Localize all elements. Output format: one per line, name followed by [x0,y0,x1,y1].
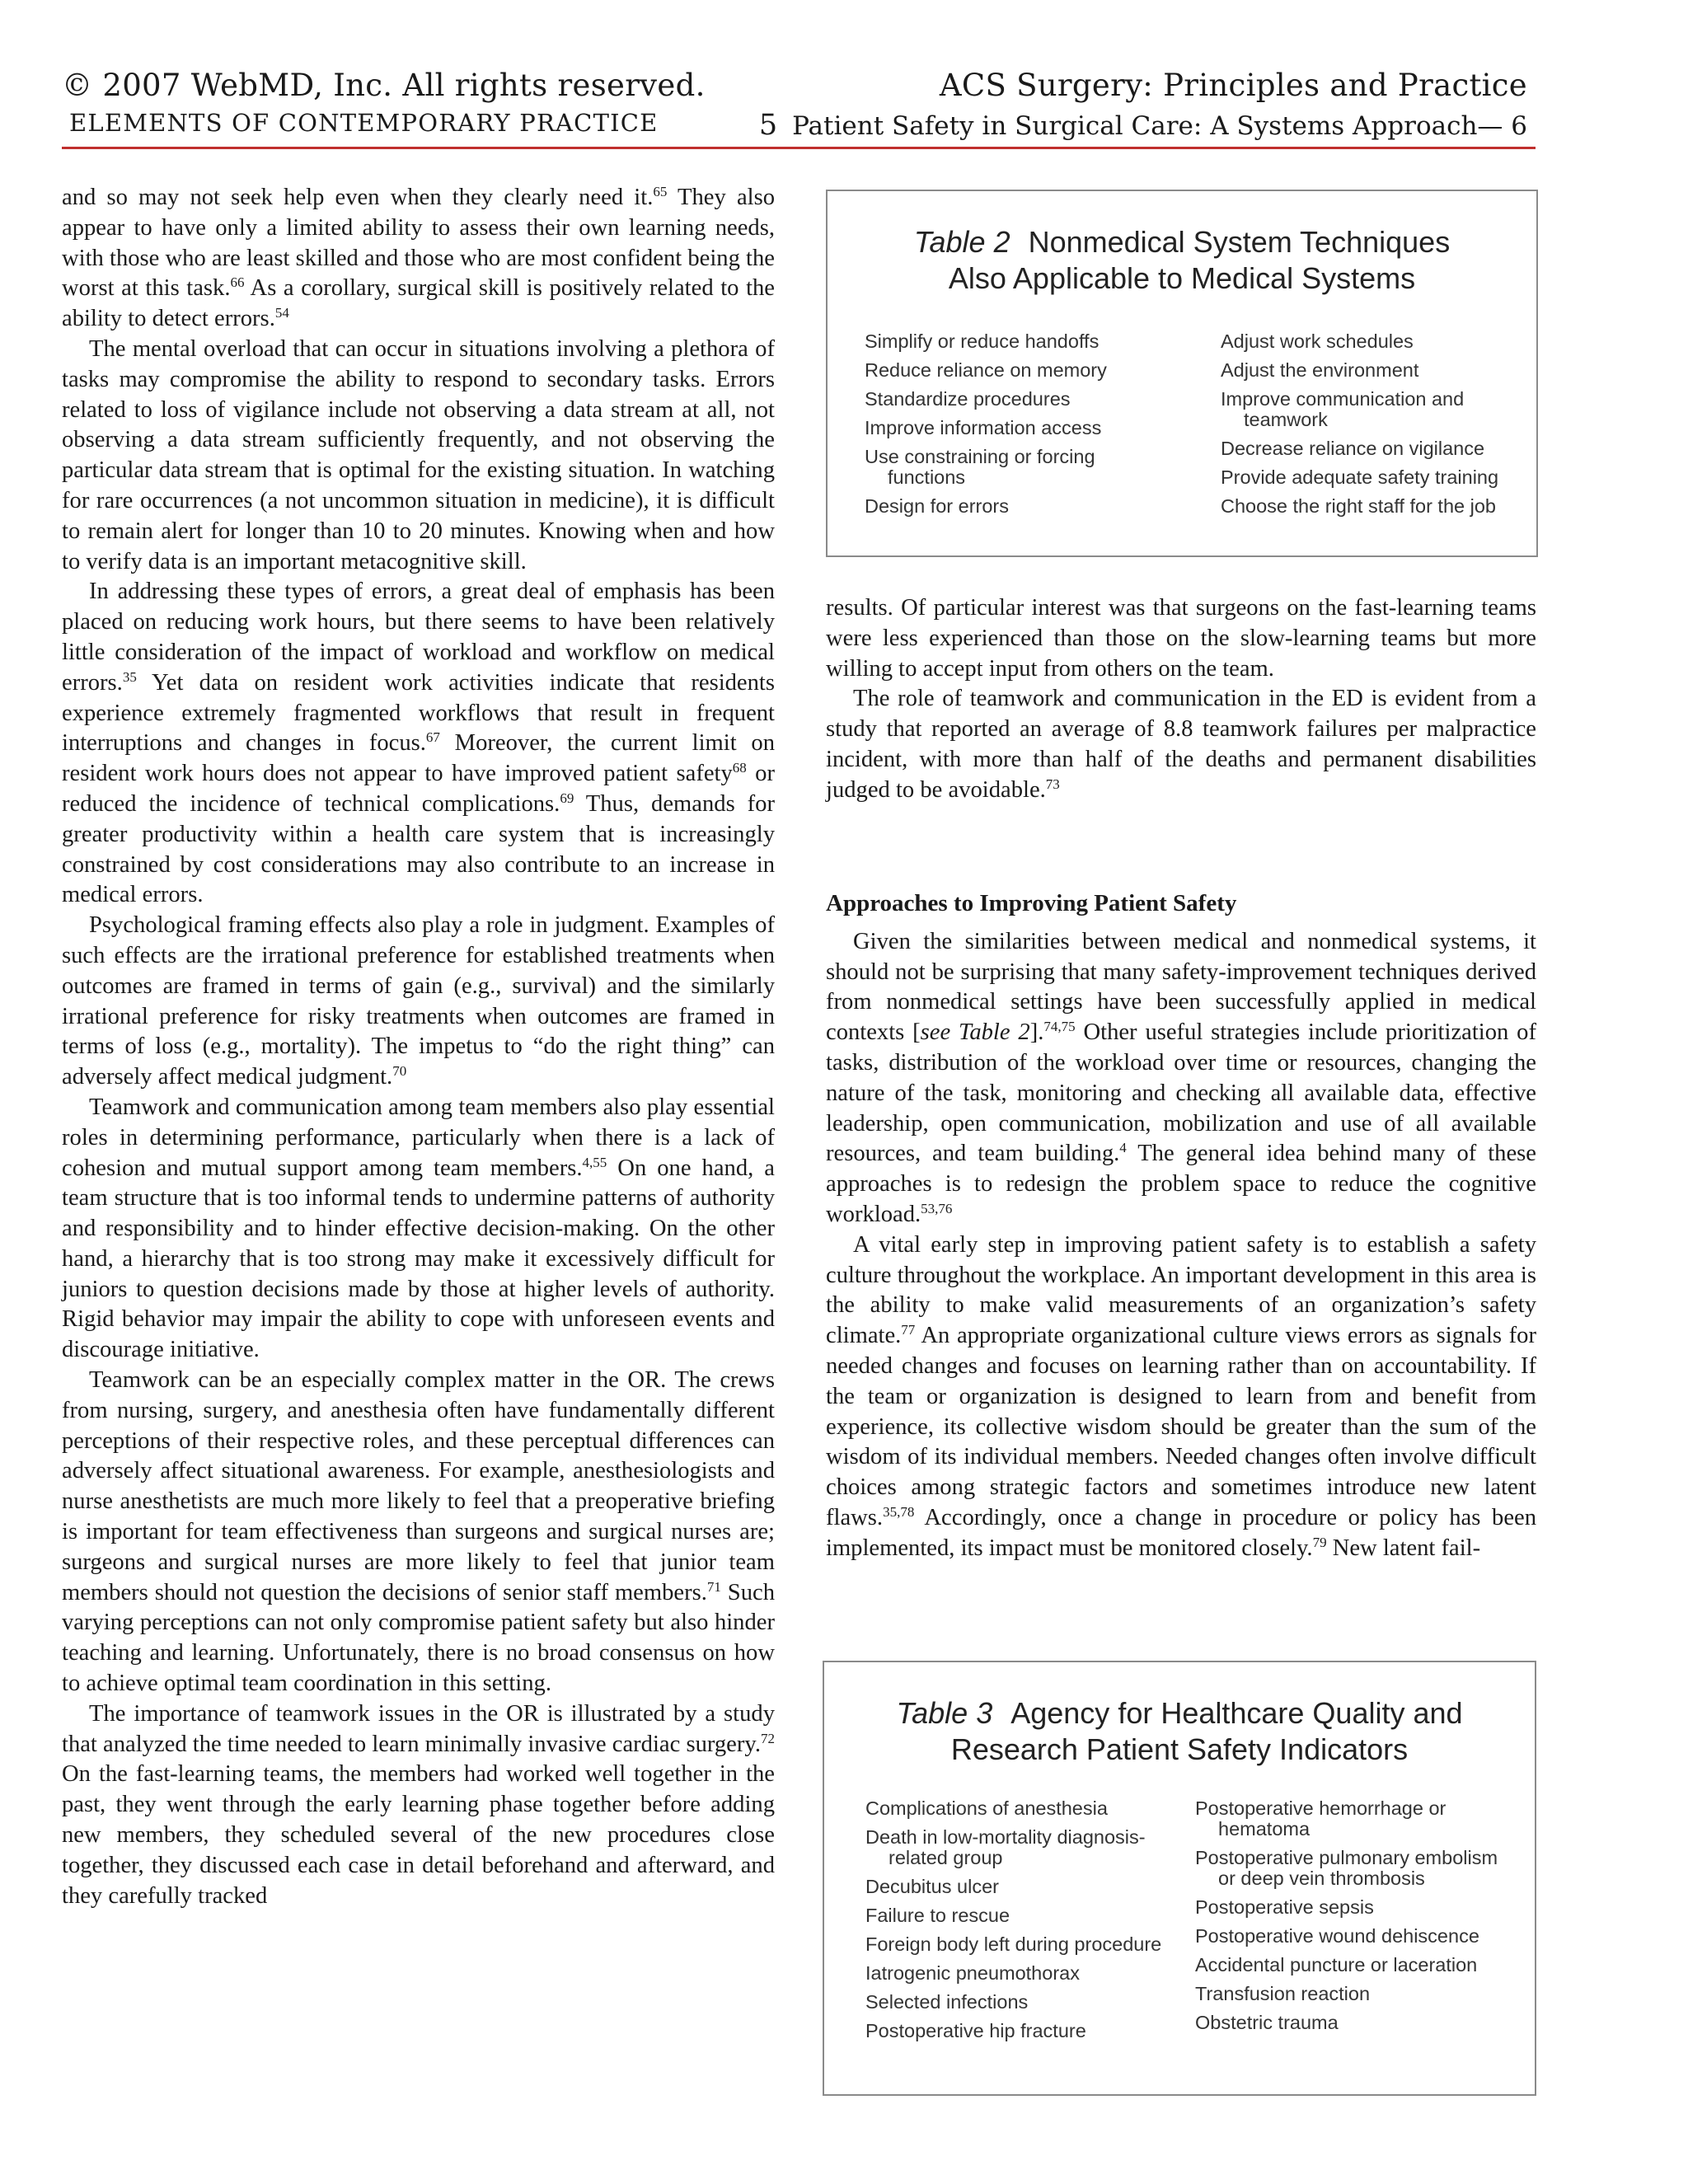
table-item: Death in low-mortality diagnosis-related group [865,1826,1146,1868]
text-run: The general idea behind many of these approaches is to redesign the problem space to reduce the cognitive workload. [826,1141,1536,1227]
book-title: ACS Surgery: Principles and Practice [939,68,1527,103]
text-run: ]. [1029,1019,1044,1046]
copyright-line: © 2007 WebMD, Inc. All rights reserved. [62,68,706,103]
text-run: A vital early step in improving patient safety is to establish a safety culture throughout the workplace. An important development in this area is the ability to make valid measurements of an organization’s safety climate. [826,1231,1536,1349]
paragraph [826,593,1536,684]
chapter-line [759,109,1527,142]
table-3-title-line2: Research Patient Safety Indicators [950,1732,1409,1766]
table-3-title-line1: Agency for Healthcare Quality and [1010,1696,1463,1730]
chapter-title: Patient Safety in Surgical Care: A Systems Approach— 6 [792,111,1527,141]
citation-ref: 68 [732,760,747,776]
table-item: Simplify or reduce handoffs [865,330,1100,352]
table-item: Accidental puncture or laceration [1195,1954,1478,1975]
table-item: Choose the right staff for the job [1221,495,1496,517]
paragraph [826,927,1536,1230]
table-item: Decrease reliance on vigilance [1221,438,1485,459]
table-3-label: Table 3 [896,1696,993,1730]
text-run: Psychological framing effects also play a role in judgment. Examples of such effects are the irrational preference for established treatments when outcomes are framed in terms of gain (e.g., survival) and the similarly irrational preference for risky treatments when outcomes are framed in terms of loss (e.g., mortality). The impetus to “do the right thing” can adversely affect medical judgment. [62,912,775,1090]
paragraph [62,1699,775,1912]
table-item: Complications of anesthesia [865,1797,1108,1819]
right-column-body [826,927,1536,1564]
text-run: or reduced the incidence of technical complications. [62,761,775,817]
table-item: Provide adequate safety training [1221,466,1499,488]
table-item: Postoperative pulmonary embolism or deep vein thrombosis [1195,1847,1498,1889]
table-2-title [828,224,1536,297]
citation-ref: 73 [1045,776,1060,792]
section-heading: Approaches to Improving Patient Safety [826,890,1237,916]
citation-ref: 71 [706,1578,721,1595]
table-item: Adjust the environment [1221,359,1419,381]
table-2-right-list [1221,331,1517,525]
citation-ref: 66 [230,274,245,291]
text-run: Thus, demands for greater productivity within a health care system that is increasingly constrained by cost considerations may also contribute to an increase in medical errors. [62,790,776,908]
paragraph [62,1366,775,1699]
table-3-right-list [1195,1798,1517,2041]
table-item: Standardize procedures [865,388,1071,410]
text-run: An appropriate organizational culture views errors as signals for needed changes and focuses on learning rather than on accountability. If the team or organization is designed to learn from and benefit from experience, its collective wisdom should be greater than the sum of the wisdom of its individual members. Needed changes often involve difficult choices among strategic factors and sometimes introduce new latent flaws. [826,1323,1536,1530]
table-item: Transfusion reaction [1195,1983,1371,2004]
text-run: and so may not seek help even when they clearly need it. [62,185,654,210]
text-run: The role of teamwork and communication in the ED is evident from a study that reported an average of 8.8 teamwork failures per malpractice incident, with more than half of the deaths and permanent disabilities judged to be avoidable. [826,686,1536,803]
paragraph [62,1093,775,1366]
text-run: The mental overload that can occur in situations involving a plethora of tasks may compromise the ability to respond to secondary tasks. Errors related to loss of vigilance include not observing a data stream at all, not observing a data stream sufficiently frequently, and not observing the particular data stream that is optimal for the existing situation. In watching for rare occurrences (a not uncommon situation in medicine), it is difficult to remain alert for longer than 10 to 20 minutes. Knowing when and how to verify data is an important metacognitive skill. [62,335,775,574]
table-2-left-list [865,331,1161,525]
citation-ref: 70 [392,1063,407,1080]
table-item: Improve information access [865,417,1102,438]
text-run: Such varying perceptions can not only compromise patient safety but also hinder teaching and learning. Unfortunately, there is no broad consensus on how to achieve optimal team coordination in this setting. [62,1579,775,1697]
table-3-title [824,1695,1535,1768]
text-run: results. Of particular interest was that surgeons on the fast-learning teams were less experienced than those on the slow-learning teams but more willing to accept input from others on the team. [826,595,1536,682]
text-run: Accordingly, once a change in procedure or policy has been implemented, its impact must be monitored closely. [826,1504,1536,1561]
citation-ref: 54 [274,305,289,321]
table-item: Adjust work schedules [1221,330,1414,352]
table-3-left-list [865,1798,1170,2050]
citation-ref: 4 [1119,1140,1127,1156]
text-run: New latent fail- [1326,1535,1481,1561]
table-item: Postoperative hip fracture [865,2020,1086,2041]
text-run: Moreover, the current limit on resident work hours does not appear to have improved patient safety [62,730,776,787]
table-item: Postoperative hemorrhage or hematoma [1195,1797,1447,1840]
text-run: Other useful strategies include prioritization of tasks, distribution of the workload over time or resources, changing the nature of the task, monitoring and checking all available data, effective leadership, open communication, mobilization and use of all available resources, and team building. [826,1019,1536,1167]
table-2-label: Table 2 [913,225,1010,259]
section-label: ELEMENTS OF CONTEMPORARY PRACTICE [69,109,659,137]
chapter-number: 5 [758,109,778,142]
paragraph [62,577,775,911]
citation-ref: 35 [122,668,137,685]
text-run: In addressing these types of errors, a great deal of emphasis has been placed on reducing work hours, but there seems to have been relatively little consideration of the impact of workload and workflow on medical errors. [62,579,775,696]
table-item: Obstetric trauma [1195,2012,1339,2033]
right-column-section [826,857,1536,1564]
table-2-title-line1: Nonmedical System Techniques [1028,225,1451,259]
paragraph [826,684,1536,805]
text-run: They also appear to have only a limited ability to assess their own learning needs, with those who are least skilled and those who are most confident being the worst at this task. [62,185,775,302]
paragraph [826,1230,1536,1564]
text-run: Teamwork and communication among team members also play essential roles in determining performance, particularly when there is a lack of cohesion and mutual support among team members. [62,1094,775,1181]
text-run: On one hand, a team structure that is too informal tends to undermine patterns of authority and responsibility and to hinder effective decision-making. On the other hand, a hierarchy that is too strong may make it excessively difficult for juniors to question decisions made by those at higher levels of authority. Rigid behavior may impair the ability to cope with unforeseen events and discourage initiative. [62,1155,775,1363]
table-item: Reduce reliance on memory [865,359,1107,381]
table-ref: see Table 2 [920,1019,1030,1046]
table-3 [823,1661,1536,2096]
header-rule [62,147,1536,149]
citation-ref: 67 [425,729,440,746]
paragraph [62,335,775,577]
paragraph [62,911,775,1093]
table-item: Failure to rescue [865,1905,1010,1926]
citation-ref: 65 [653,184,668,199]
citation-ref: 79 [1312,1534,1327,1550]
citation-ref: 35,78 [883,1503,915,1520]
table-2-title-line2: Also Applicable to Medical Systems [948,261,1416,295]
table-item: Postoperative wound dehiscence [1195,1925,1479,1947]
table-item: Use constraining or forcing functions [865,446,1095,488]
citation-ref: 74,75 [1043,1019,1076,1035]
left-column [62,183,775,1911]
citation-ref: 77 [901,1322,916,1338]
text-run: The importance of teamwork issues in the OR is illustrated by a study that analyzed the time needed to learn minimally invasive cardiac surgery. [62,1700,775,1757]
citation-ref: 69 [560,790,574,806]
table-2 [826,190,1538,557]
table-item: Iatrogenic pneumothorax [865,1962,1080,1984]
citation-ref: 72 [761,1730,775,1746]
paragraph [62,183,775,335]
citation-ref: 4,55 [582,1154,607,1170]
table-item: Selected infections [865,1991,1029,2013]
right-column-top-text [826,593,1536,806]
table-item: Design for errors [865,495,1009,517]
citation-ref: 53,76 [921,1200,953,1216]
text-run: Given the similarities between medical and nonmedical systems, it should not be surprising that many safety-improvement techniques derived from nonmedical settings have been successfully applied in medical contexts [ [826,928,1536,1046]
text-run: On the fast-learning teams, the members had worked well together in the past, they went through the early learning phase together before adding new members, they scheduled several of the new procedures close together, they discussed each case in detail beforehand and afterward, and they carefully tracked [62,1761,775,1909]
table-item: Improve communication and teamwork [1221,388,1465,430]
table-item: Decubitus ulcer [865,1876,999,1897]
text-run: Teamwork can be an especially complex matter in the OR. The crews from nursing, surgery, and anesthesia often have fundamentally different perceptions of their respective roles, and these perceptual differences can adversely affect situational awareness. For example, anesthesiologists and nurse anesthetists are much more likely to feel that a preoperative briefing is important for team effectiveness than surgeons and surgical nurses are; surgeons and surgical nurses are more likely to feel that junior team members should not question the decisions of senior staff members. [62,1367,775,1605]
table-item: Foreign body left during procedure [865,1933,1162,1955]
table-item: Postoperative sepsis [1195,1896,1374,1918]
text-run: Yet data on resident work activities indicate that residents experience extremely fragmented workflows that result in frequent interruptions and changes in focus. [62,669,775,757]
text-run: As a corollary, surgical skill is positively related to the ability to detect errors. [62,275,775,332]
